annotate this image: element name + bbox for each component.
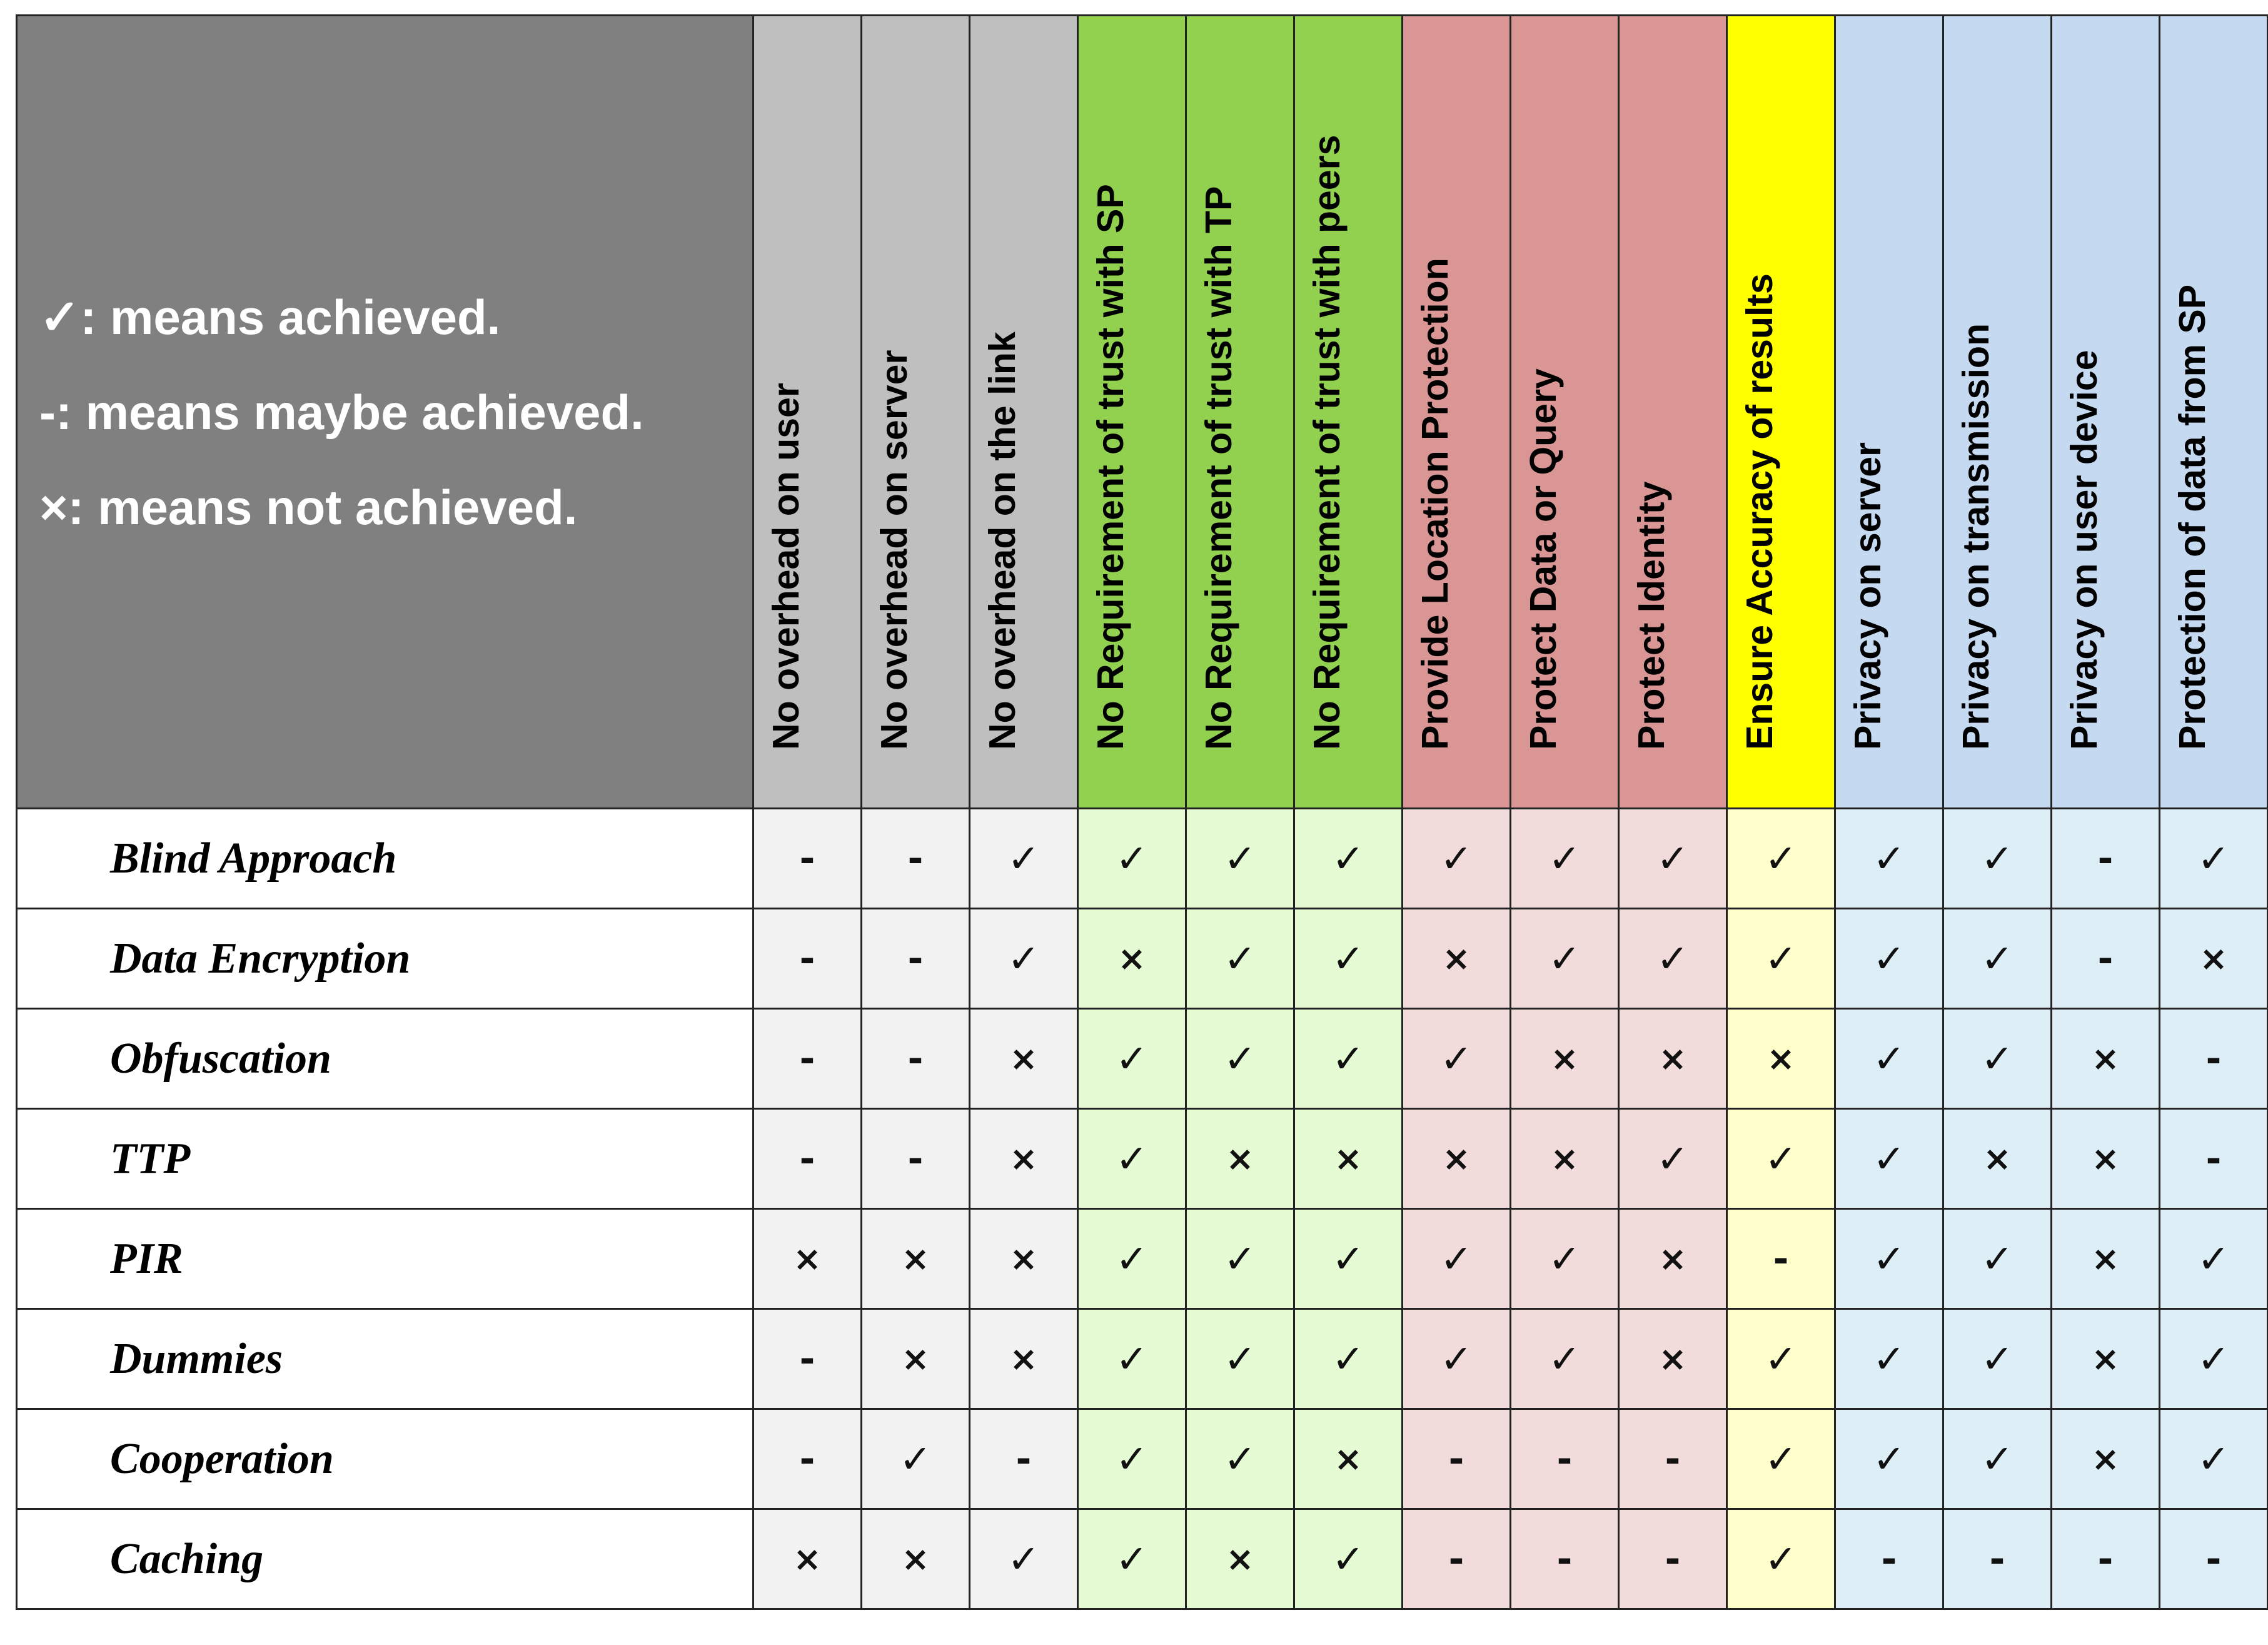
maybe-achieved-mark: - <box>2052 1509 2160 1609</box>
not-achieved-cross-mark: × <box>970 1209 1078 1309</box>
row-label: Dummies <box>17 1309 753 1409</box>
table-row <box>17 1009 2268 1109</box>
maybe-achieved-mark: - <box>2160 1009 2268 1109</box>
column-header <box>1943 16 2052 809</box>
achieved-check-mark: ✓ <box>1403 1009 1511 1109</box>
maybe-achieved-mark: - <box>753 1309 862 1409</box>
achieved-check-mark: ✓ <box>1619 1109 1727 1209</box>
row-label: Obfuscation <box>17 1009 753 1109</box>
achieved-check-mark: ✓ <box>1943 1409 2052 1509</box>
maybe-achieved-mark: - <box>2160 1109 2268 1209</box>
achieved-check-mark: ✓ <box>2160 1409 2268 1509</box>
column-header <box>862 16 970 809</box>
not-achieved-cross-mark: × <box>1511 1109 1619 1209</box>
column-header <box>1835 16 1943 809</box>
achieved-check-mark: ✓ <box>1727 809 1835 909</box>
row-label: Blind Approach <box>17 809 753 909</box>
not-achieved-cross-mark: × <box>1943 1109 2052 1209</box>
column-header-label: Privacy on server <box>1847 442 1888 750</box>
not-achieved-cross-mark: × <box>2052 1409 2160 1509</box>
maybe-achieved-mark: - <box>970 1409 1078 1509</box>
maybe-achieved-mark: - <box>862 809 970 909</box>
achieved-check-mark: ✓ <box>1078 1109 1186 1209</box>
row-label: Data Encryption <box>17 909 753 1009</box>
table-row <box>17 1109 2268 1209</box>
table-row <box>17 1209 2268 1309</box>
achieved-check-mark: ✓ <box>1511 1309 1619 1409</box>
comparison-table <box>16 14 2268 1610</box>
not-achieved-cross-mark: × <box>2052 1309 2160 1409</box>
achieved-check-mark: ✓ <box>970 809 1078 909</box>
achieved-check-mark: ✓ <box>1078 1509 1186 1609</box>
achieved-check-mark: ✓ <box>1943 1309 2052 1409</box>
column-header-label: No Requirement of trust with TP <box>1198 186 1239 750</box>
not-achieved-cross-mark: × <box>970 1009 1078 1109</box>
achieved-check-mark: ✓ <box>1511 1209 1619 1309</box>
not-achieved-cross-mark: × <box>2052 1209 2160 1309</box>
legend-achieved: ✓: means achieved. <box>39 289 501 345</box>
not-achieved-cross-mark: × <box>970 1309 1078 1409</box>
maybe-achieved-mark: - <box>1403 1509 1511 1609</box>
column-header-label: Protect Data or Query <box>1523 368 1564 750</box>
column-header-label: Privacy on user device <box>2064 350 2105 750</box>
maybe-achieved-mark: - <box>1403 1409 1511 1509</box>
column-header-label: No overhead on the link <box>982 332 1023 750</box>
achieved-check-mark: ✓ <box>1294 1209 1403 1309</box>
achieved-check-mark: ✓ <box>1186 809 1294 909</box>
legend-not-achieved: ×: means not achieved. <box>39 479 578 535</box>
achieved-check-mark: ✓ <box>1511 809 1619 909</box>
not-achieved-cross-mark: × <box>2052 1109 2160 1209</box>
not-achieved-cross-mark: × <box>1294 1109 1403 1209</box>
maybe-achieved-mark: - <box>1511 1409 1619 1509</box>
not-achieved-cross-mark: × <box>1511 1009 1619 1109</box>
achieved-check-mark: ✓ <box>1835 1209 1943 1309</box>
maybe-achieved-mark: - <box>1511 1509 1619 1609</box>
achieved-check-mark: ✓ <box>1403 809 1511 909</box>
maybe-achieved-mark: - <box>753 809 862 909</box>
column-header <box>1294 16 1403 809</box>
column-header <box>2160 16 2268 809</box>
achieved-check-mark: ✓ <box>1294 1509 1403 1609</box>
maybe-achieved-mark: - <box>1835 1509 1943 1609</box>
achieved-check-mark: ✓ <box>1294 1309 1403 1409</box>
achieved-check-mark: ✓ <box>1403 1209 1511 1309</box>
achieved-check-mark: ✓ <box>1078 809 1186 909</box>
maybe-achieved-mark: - <box>1619 1409 1727 1509</box>
not-achieved-cross-mark: × <box>2052 1009 2160 1109</box>
table-row <box>17 909 2268 1009</box>
not-achieved-cross-mark: × <box>862 1309 970 1409</box>
not-achieved-cross-mark: × <box>1619 1009 1727 1109</box>
not-achieved-cross-mark: × <box>1078 909 1186 1009</box>
not-achieved-cross-mark: × <box>1619 1309 1727 1409</box>
not-achieved-cross-mark: × <box>1619 1209 1727 1309</box>
table-row <box>17 1509 2268 1609</box>
achieved-check-mark: ✓ <box>1186 909 1294 1009</box>
header-row <box>17 16 2268 809</box>
column-header-label: Protect Identity <box>1631 481 1672 750</box>
achieved-check-mark: ✓ <box>1186 1309 1294 1409</box>
row-label: TTP <box>17 1109 753 1209</box>
achieved-check-mark: ✓ <box>1835 1409 1943 1509</box>
achieved-check-mark: ✓ <box>1943 1009 2052 1109</box>
achieved-check-mark: ✓ <box>1835 1109 1943 1209</box>
column-header <box>1078 16 1186 809</box>
not-achieved-cross-mark: × <box>862 1509 970 1609</box>
achieved-check-mark: ✓ <box>1619 909 1727 1009</box>
maybe-achieved-mark: - <box>1619 1509 1727 1609</box>
achieved-check-mark: ✓ <box>862 1409 970 1509</box>
column-header <box>1403 16 1511 809</box>
column-header-label: Ensure Accuracy of results <box>1739 273 1780 750</box>
achieved-check-mark: ✓ <box>970 909 1078 1009</box>
column-header-label: No overhead on user <box>765 383 807 750</box>
not-achieved-cross-mark: × <box>2160 909 2268 1009</box>
achieved-check-mark: ✓ <box>1727 1309 1835 1409</box>
maybe-achieved-mark: - <box>753 1409 862 1509</box>
achieved-check-mark: ✓ <box>1727 1109 1835 1209</box>
achieved-check-mark: ✓ <box>1403 1309 1511 1409</box>
maybe-achieved-mark: - <box>753 1109 862 1209</box>
table-row <box>17 1309 2268 1409</box>
column-header-label: Protection of data from SP <box>2172 284 2213 750</box>
achieved-check-mark: ✓ <box>1727 909 1835 1009</box>
maybe-achieved-mark: - <box>862 1109 970 1209</box>
achieved-check-mark: ✓ <box>1835 1309 1943 1409</box>
maybe-achieved-mark: - <box>1943 1509 2052 1609</box>
not-achieved-cross-mark: × <box>1403 1109 1511 1209</box>
achieved-check-mark: ✓ <box>1186 1209 1294 1309</box>
maybe-achieved-mark: - <box>862 909 970 1009</box>
row-label: PIR <box>17 1209 753 1309</box>
table-body <box>17 809 2268 1609</box>
table-row <box>17 1409 2268 1509</box>
achieved-check-mark: ✓ <box>1186 1409 1294 1509</box>
not-achieved-cross-mark: × <box>1727 1009 1835 1109</box>
maybe-achieved-mark: - <box>862 1009 970 1109</box>
legend-maybe-achieved: -: means maybe achieved. <box>39 384 644 440</box>
not-achieved-cross-mark: × <box>1294 1409 1403 1509</box>
column-header <box>1619 16 1727 809</box>
achieved-check-mark: ✓ <box>1943 809 2052 909</box>
achieved-check-mark: ✓ <box>2160 1309 2268 1409</box>
column-header-label: No overhead on server <box>874 350 915 750</box>
achieved-check-mark: ✓ <box>2160 1209 2268 1309</box>
column-header <box>1727 16 1835 809</box>
column-header-label: No Requirement of trust with SP <box>1090 184 1131 750</box>
maybe-achieved-mark: - <box>2052 909 2160 1009</box>
achieved-check-mark: ✓ <box>1078 1409 1186 1509</box>
achieved-check-mark: ✓ <box>1943 909 2052 1009</box>
achieved-check-mark: ✓ <box>1619 809 1727 909</box>
achieved-check-mark: ✓ <box>1727 1409 1835 1509</box>
achieved-check-mark: ✓ <box>1186 1009 1294 1109</box>
achieved-check-mark: ✓ <box>1078 1009 1186 1109</box>
maybe-achieved-mark: - <box>2052 809 2160 909</box>
table-row <box>17 809 2268 909</box>
achieved-check-mark: ✓ <box>1943 1209 2052 1309</box>
column-header <box>1186 16 1294 809</box>
not-achieved-cross-mark: × <box>1186 1109 1294 1209</box>
column-header <box>1511 16 1619 809</box>
achieved-check-mark: ✓ <box>1078 1309 1186 1409</box>
column-header-label: Provide Location Protection <box>1414 258 1456 750</box>
column-header <box>753 16 862 809</box>
column-header-label: Privacy on transmission <box>1955 323 1997 750</box>
achieved-check-mark: ✓ <box>1835 1009 1943 1109</box>
achieved-check-mark: ✓ <box>1294 909 1403 1009</box>
achieved-check-mark: ✓ <box>2160 809 2268 909</box>
achieved-check-mark: ✓ <box>1835 809 1943 909</box>
achieved-check-mark: ✓ <box>1835 909 1943 1009</box>
row-label: Caching <box>17 1509 753 1609</box>
achieved-check-mark: ✓ <box>1294 1009 1403 1109</box>
achieved-check-mark: ✓ <box>1294 809 1403 909</box>
row-label: Cooperation <box>17 1409 753 1509</box>
column-header <box>970 16 1078 809</box>
achieved-check-mark: ✓ <box>1727 1509 1835 1609</box>
maybe-achieved-mark: - <box>1727 1209 1835 1309</box>
not-achieved-cross-mark: × <box>1403 909 1511 1009</box>
not-achieved-cross-mark: × <box>970 1109 1078 1209</box>
not-achieved-cross-mark: × <box>753 1209 862 1309</box>
column-header-label: No Requirement of trust with peers <box>1306 134 1348 750</box>
achieved-check-mark: ✓ <box>970 1509 1078 1609</box>
maybe-achieved-mark: - <box>753 909 862 1009</box>
not-achieved-cross-mark: × <box>862 1209 970 1309</box>
not-achieved-cross-mark: × <box>753 1509 862 1609</box>
column-header <box>2052 16 2160 809</box>
achieved-check-mark: ✓ <box>1078 1209 1186 1309</box>
achieved-check-mark: ✓ <box>1511 909 1619 1009</box>
not-achieved-cross-mark: × <box>1186 1509 1294 1609</box>
legend-cell <box>17 16 753 809</box>
maybe-achieved-mark: - <box>753 1009 862 1109</box>
maybe-achieved-mark: - <box>2160 1509 2268 1609</box>
